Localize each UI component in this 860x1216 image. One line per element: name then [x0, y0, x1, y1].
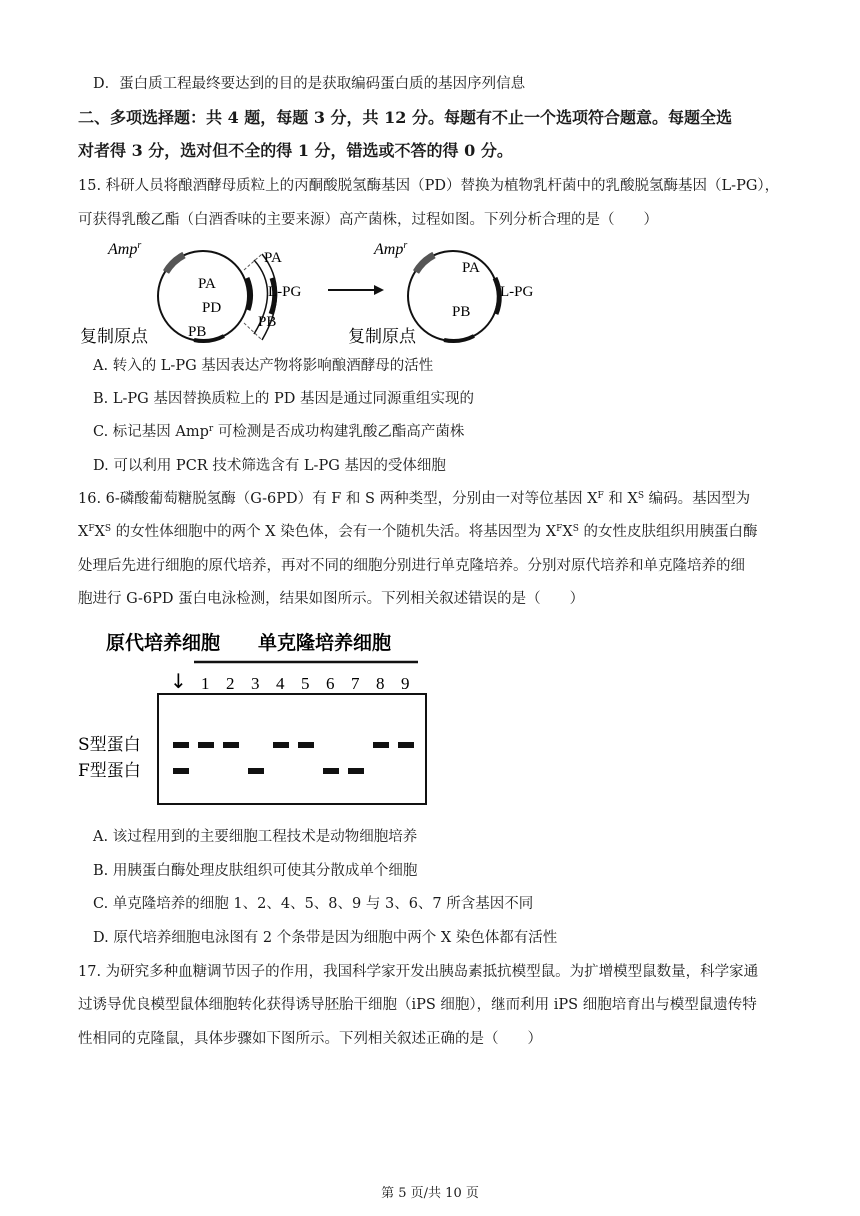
q15-option-c: C. 标记基因 Amp$^r$ 可检测是否成功构建乳酸乙酯高产菌株 [93, 424, 465, 440]
q16-option-d: D. 原代培养细胞电泳图有 2 个条带是因为细胞中两个 X 染色体都有活性 [93, 930, 558, 946]
prev-option-d: D．蛋白质工程最终要达到的目的是获取编码蛋白质的基因序列信息 [93, 76, 526, 92]
pa-label-left: PA [198, 276, 216, 292]
f-band-lane-7 [348, 768, 364, 774]
gel-bands [173, 742, 414, 774]
lane-label-9: 9 [401, 674, 410, 693]
q16-option-b: B. 用胰蛋白酶处理皮肤组织可使其分散成单个细胞 [93, 863, 418, 879]
lane-label-6: 6 [326, 674, 335, 693]
lpg-label-insert: L-PG [268, 284, 302, 300]
s-band-lane-8 [373, 742, 389, 748]
s-protein-label: S型蛋白 [78, 735, 141, 755]
lane-label-8: 8 [376, 674, 385, 693]
amp-label-left: Amp$^r$ [108, 240, 142, 258]
q15-option-b: B. L-PG 基因替换质粒上的 PD 基因是通过同源重组实现的 [93, 391, 474, 407]
lane-label-3: 3 [251, 674, 260, 693]
q16-option-a: A. 该过程用到的主要细胞工程技术是动物细胞培养 [93, 829, 418, 845]
amp-gene-segment-right [416, 255, 434, 272]
lane-label-4: 4 [276, 674, 285, 693]
f-band-lane-6 [323, 768, 339, 774]
page-footer: 第 5 页/共 10 页 [381, 1186, 479, 1201]
pd-label: PD [202, 300, 222, 316]
pb-label-right: PB [452, 304, 471, 320]
origin-label-left: 复制原点 [80, 327, 148, 347]
amp-label-right: Amp$^r$ [374, 240, 408, 258]
pb-label-left: PB [188, 324, 207, 340]
section-two-heading-line2: 对者得 3 分，选对但不全的得 1 分，错选或不答的得 0 分。 [78, 141, 513, 160]
q16-option-c: C. 单克隆培养的细胞 1、2、4、5、8、9 与 3、6、7 所含基因不同 [93, 896, 534, 912]
lane-label-7: 7 [351, 674, 360, 693]
pb-label-insert: PB [258, 314, 277, 330]
plasmid-figure [76, 240, 576, 348]
f-protein-label: F型蛋白 [78, 761, 141, 781]
q16-stem-line1: 16. 6-磷酸葡萄糖脱氢酶（G-6PD）有 F 和 S 两种类型，分别由一对等位基因 $X^F$ 和 $X^S$ 编码。基因型为 [78, 491, 751, 507]
q15-stem-line2: 可获得乳酸乙酯（白酒香味的主要来源）高产菌株，过程如图。下列分析合理的是（ ） [78, 212, 658, 228]
q17-stem-line3: 性相同的克隆鼠，具体步骤如下图所示。下列相关叙述正确的是（ ） [78, 1031, 542, 1047]
pa-label-right: PA [462, 260, 480, 276]
s-band-lane-4 [273, 742, 289, 748]
q16-stem-line4: 胞进行 G-6PD 蛋白电泳检测，结果如图所示。下列相关叙述错误的是（ ） [78, 591, 585, 607]
lane-label-2: 2 [226, 674, 235, 693]
q16-stem-line2: $X^FX^S$ 的女性体细胞中的两个 X 染色体，会有一个随机失活。将基因型为 $X^FX^S$ 的女性皮肤组织用胰蛋白酶 [78, 524, 758, 540]
process-arrow-icon [374, 285, 384, 295]
q15-option-a: A. 转入的 L-PG 基因表达产物将影响酿酒酵母的活性 [93, 358, 434, 374]
s-band-lane-2 [223, 742, 239, 748]
q16-stem-line3: 处理后先进行细胞的原代培养，再对不同的细胞分别进行单克隆培养。分别对原代培养和单克隆培养的细 [78, 558, 745, 574]
f-band-lane-3 [248, 768, 264, 774]
pa-label-insert: PA [264, 250, 282, 266]
s-band-lane-0 [173, 742, 189, 748]
lane-label-1: 1 [201, 674, 210, 693]
origin-segment-right [444, 336, 474, 341]
s-band-lane-5 [298, 742, 314, 748]
q15-stem-line1: 15. 科研人员将酿酒酵母质粒上的丙酮酸脱氢酶基因（PD）替换为植物乳杆菌中的乳酸脱氢酶基因（L-PG）， [78, 178, 780, 194]
lane-labels [201, 674, 410, 693]
clone-culture-label: 单克隆培养细胞 [258, 632, 392, 654]
lane-label-5: 5 [301, 674, 310, 693]
q15-option-d: D. 可以利用 PCR 技术筛选含有 L-PG 基因的受体细胞 [93, 458, 446, 474]
amp-gene-segment-left [166, 255, 184, 272]
primary-culture-label: 原代培养细胞 [106, 632, 221, 654]
s-band-lane-1 [198, 742, 214, 748]
primary-lane-arrow-icon: ↓ [170, 669, 187, 693]
origin-label-right: 复制原点 [348, 327, 416, 347]
lpg-segment-right [495, 278, 499, 314]
q17-stem-line2: 过诱导优良模型鼠体细胞转化获得诱导胚胎干细胞（iPS 细胞），继而利用 iPS 细胞培育出与模型鼠遗传特 [78, 997, 757, 1013]
gel-frame [158, 694, 426, 804]
s-band-lane-9 [398, 742, 414, 748]
q17-stem-line1: 17. 为研究多种血糖调节因子的作用，我国科学家开发出胰岛素抵抗模型鼠。为扩增模型鼠数量，科学家通 [78, 964, 759, 980]
section-two-heading-line1: 二、多项选择题：共 4 题，每题 3 分，共 12 分。每题有不止一个选项符合题意。每题全选 [78, 108, 732, 127]
lpg-label-right: L-PG [500, 284, 534, 300]
f-band-lane-0 [173, 768, 189, 774]
electrophoresis-figure [76, 622, 436, 810]
